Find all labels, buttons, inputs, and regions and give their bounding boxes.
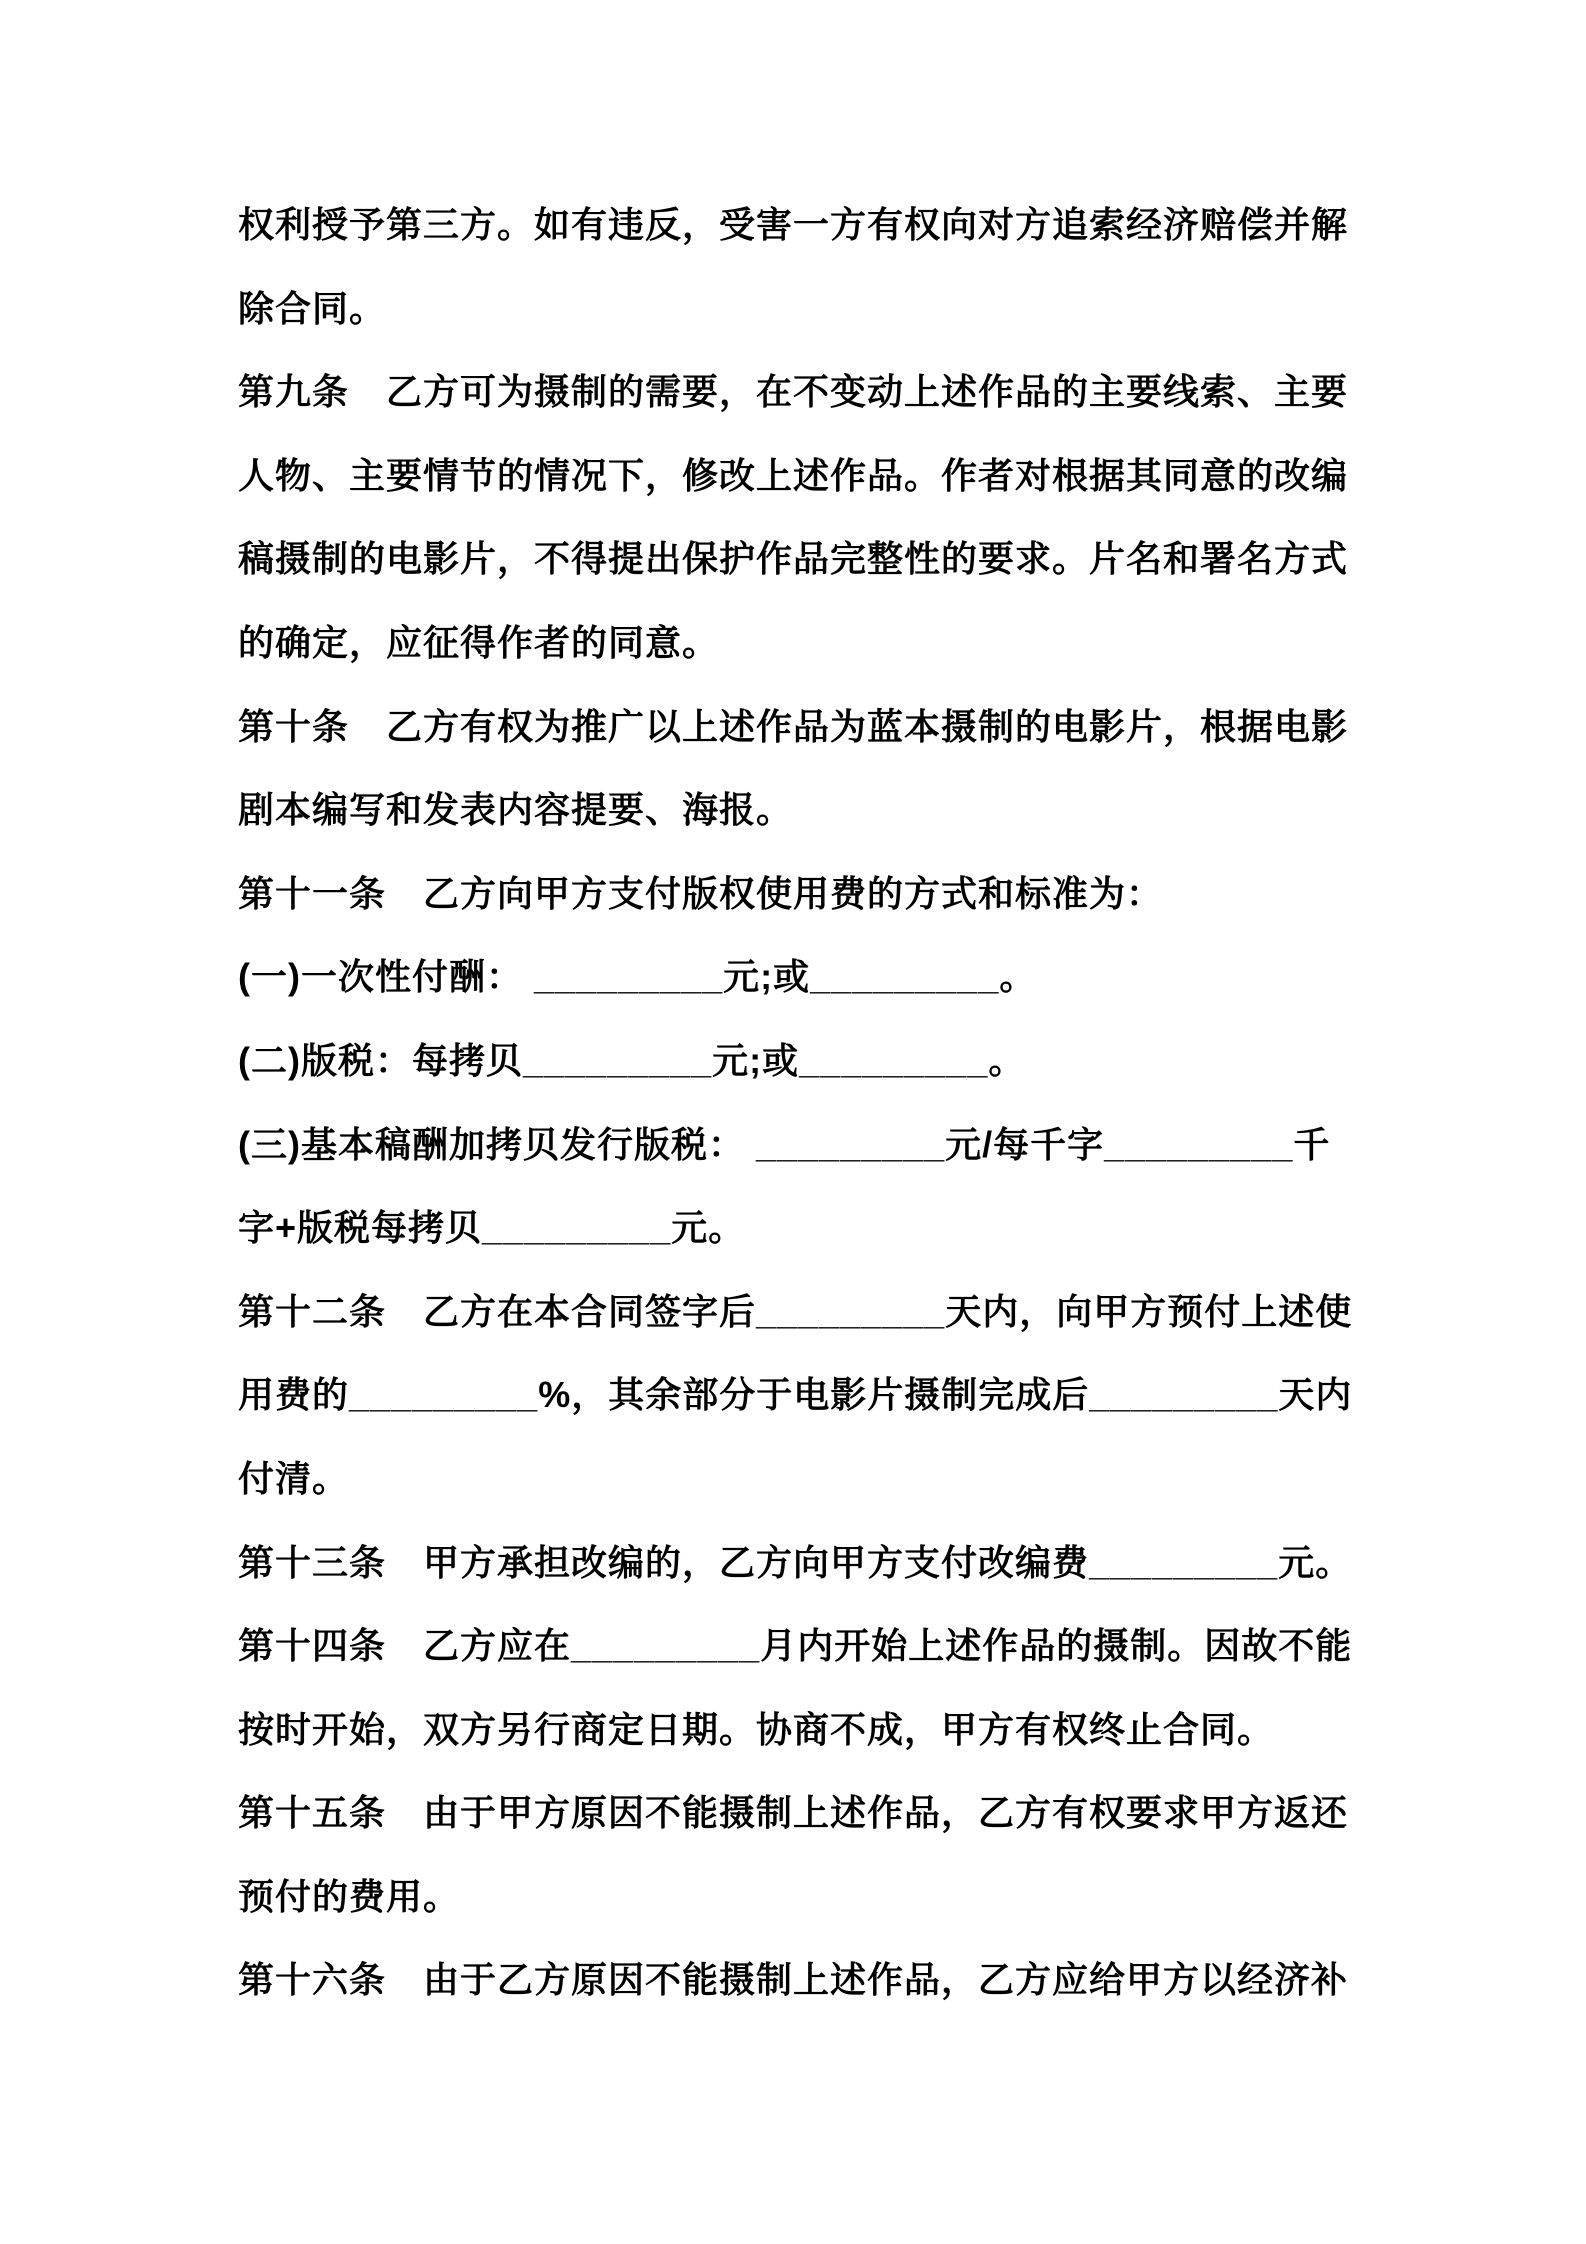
- document-line: 人物、主要情节的情况下，修改上述作品。作者对根据其同意的改编: [238, 454, 1349, 496]
- document-line: 第十三条 甲方承担改编的，乙方向甲方支付改编费_________元。: [238, 1541, 1353, 1583]
- document-line: 剧本编写和发表内容提要、海报。: [238, 789, 794, 831]
- document-line: 除合同。: [238, 287, 387, 329]
- document-line: 第九条 乙方可为摄制的需要，在不变动上述作品的主要线索、主要: [238, 371, 1349, 413]
- document-line: 第十条 乙方有权为推广以上述作品为蓝本摄制的电影片，根据电影: [238, 705, 1349, 747]
- document-line: 第十四条 乙方应在_________月内开始上述作品的摄制。因故不能: [238, 1625, 1353, 1667]
- document-line: 的确定，应征得作者的同意。: [238, 621, 720, 663]
- document-line: 第十五条 由于甲方原因不能摄制上述作品，乙方有权要求甲方返还: [238, 1792, 1349, 1834]
- document-line: 付清。: [238, 1457, 350, 1499]
- document-line: 用费的_________%，其余部分于电影片摄制完成后_________天内: [238, 1374, 1353, 1416]
- document-line: 第十一条 乙方向甲方支付版权使用费的方式和标准为：: [238, 872, 1164, 914]
- document-line: 字+版税每拷贝_________元。: [238, 1207, 746, 1249]
- document-line: 稿摄制的电影片，不得提出保护作品完整性的要求。片名和署名方式: [238, 538, 1349, 580]
- document-line: 按时开始，双方另行商定日期。协商不成，甲方有权终止合同。: [238, 1708, 1275, 1750]
- document-line: 权利授予第三方。如有违反，受害一方有权向对方追索经济赔偿并解: [238, 204, 1349, 245]
- document-line: (三)基本稿酬加拷贝发行版税： _________元/每千字_________千: [238, 1123, 1331, 1165]
- document-line: (一)一次性付酬： _________元;或_________。: [238, 956, 1037, 998]
- document-line: (二)版税：每拷贝_________元;或_________。: [238, 1039, 1026, 1081]
- document-line: 第十二条 乙方在本合同签字后_________天内，向甲方预付上述使: [238, 1290, 1353, 1332]
- document-body: [238, 183, 1361, 2022]
- document-line: 第十六条 由于乙方原因不能摄制上述作品，乙方应给甲方以经济补: [238, 1959, 1349, 2001]
- document-line: 预付的费用。: [238, 1875, 461, 1917]
